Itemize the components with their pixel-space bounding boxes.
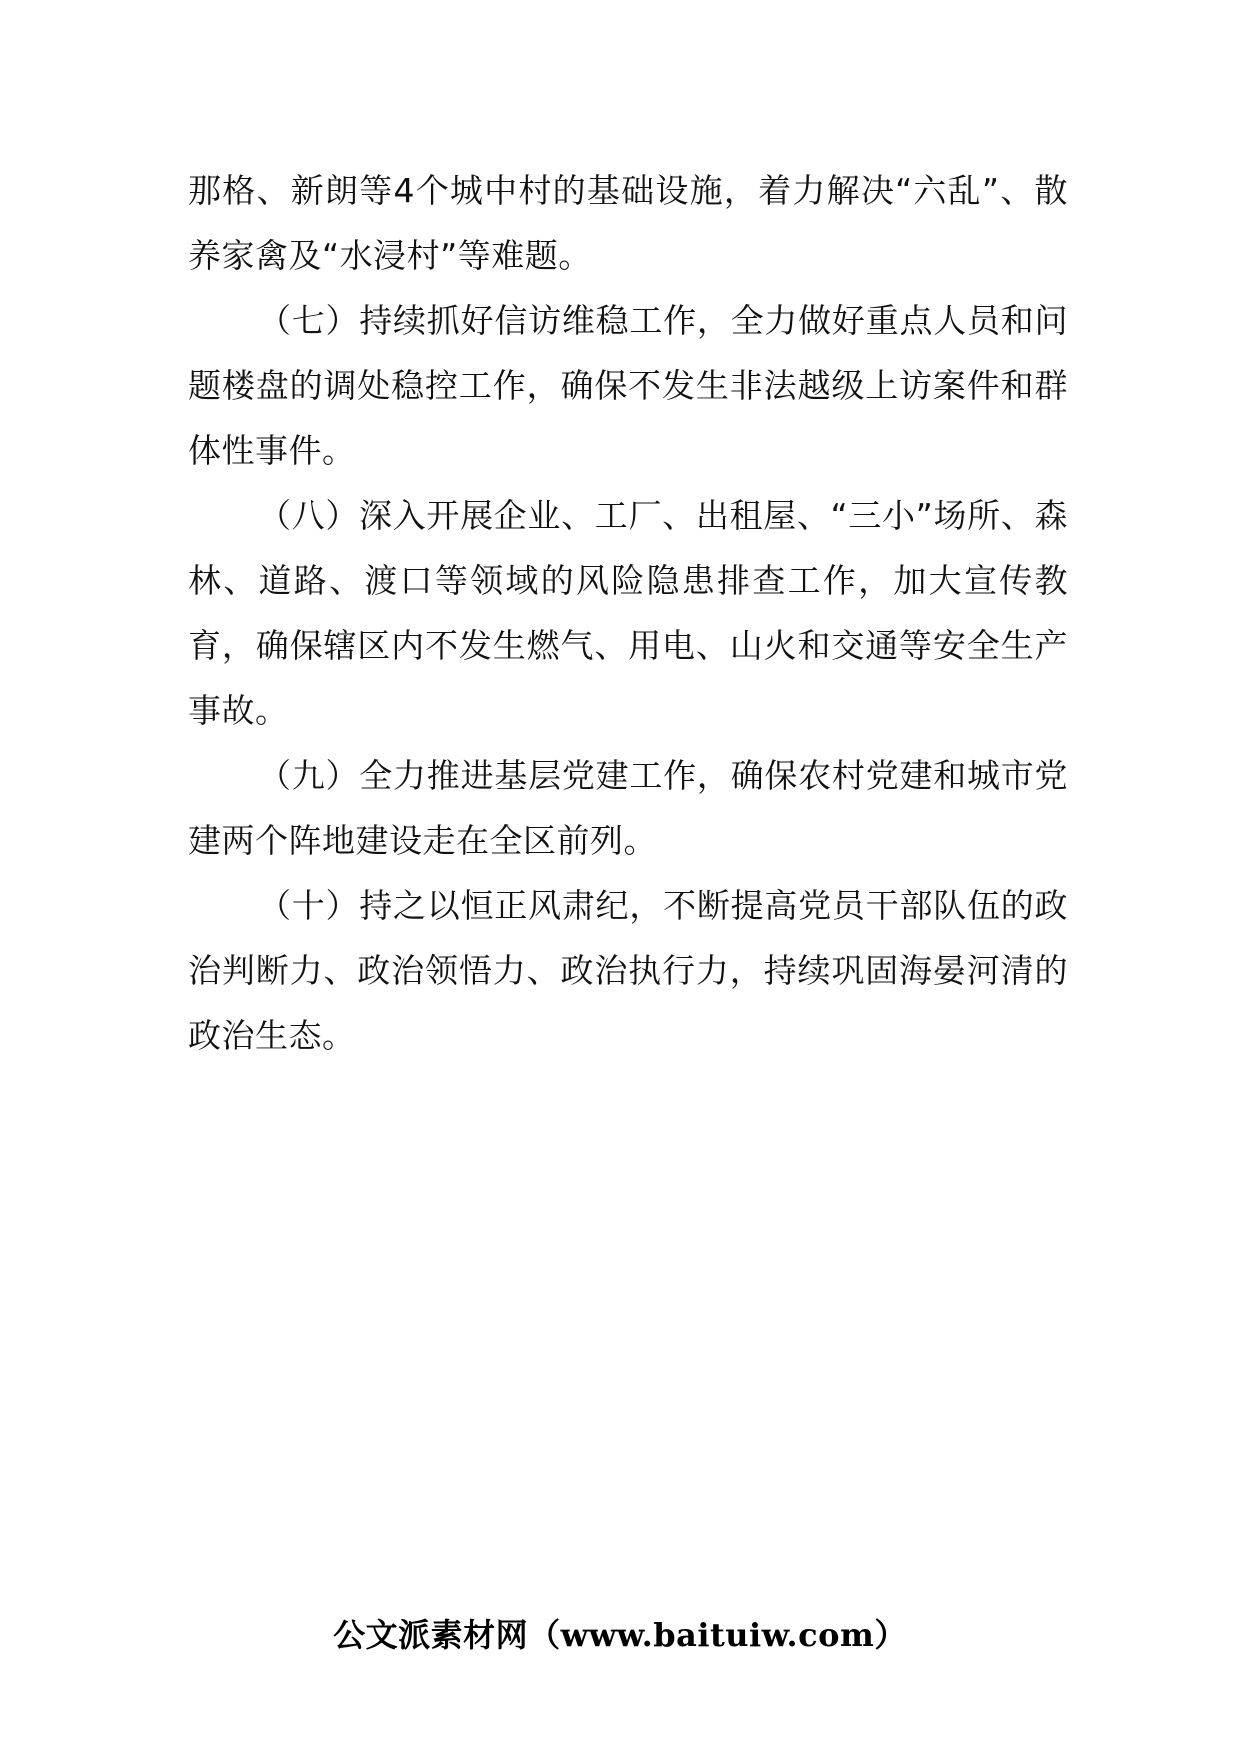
paragraph-continuation: 那格、新朗等4个城中村的基础设施，着力解决“六乱”、散养家禽及“水浸村”等难题。: [188, 171, 1068, 275]
paragraph-item-7: （七）持续抓好信访维稳工作，全力做好重点人员和问题楼盘的调处稳控工作，确保不发生非法越级上访案件和群体性事件。: [188, 301, 1068, 470]
footer-watermark: 公文派素材网（www.baituiw.com）: [333, 1616, 907, 1654]
paragraph-item-8: （八）深入开展企业、工厂、出租屋、“三小”场所、森林、道路、渡口等领域的风险隐患排查工作，加大宣传教育，确保辖区内不发生燃气、用电、山火和交通等安全生产事故。: [188, 496, 1068, 730]
document-body: [188, 158, 1068, 1068]
paragraph-item-10: （十）持之以恒正风肃纪，不断提高党员干部队伍的政治判断力、政治领悟力、政治执行力，持续巩固海晏河清的政治生态。: [188, 886, 1068, 1055]
paragraph-item-9: （九）全力推进基层党建工作，确保农村党建和城市党建两个阵地建设走在全区前列。: [188, 756, 1068, 860]
